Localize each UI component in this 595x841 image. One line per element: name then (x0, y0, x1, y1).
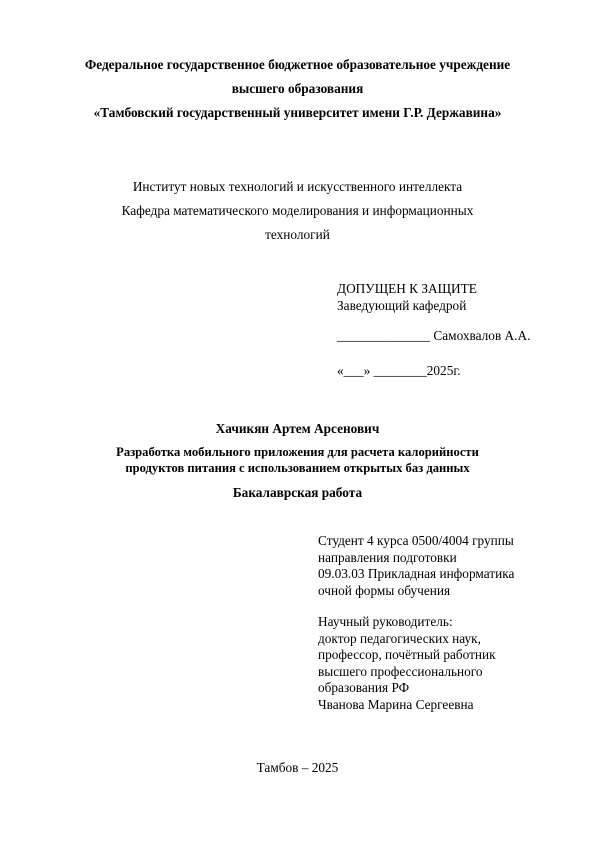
student-info-line: Студент 4 курса 0500/4004 группы (318, 533, 514, 548)
approval-date-line: «___» ________2025г. (337, 363, 461, 378)
student-info (318, 533, 514, 599)
approval-block (337, 281, 477, 314)
header-line-1: Федеральное государственное бюджетное образовательное учреждение (84, 57, 511, 72)
approval-signature-line: ______________ Самохвалов А.А. (337, 328, 531, 343)
supervisor-info (318, 614, 496, 713)
header-line-3: «Тамбовский государственный университет имени Г.Р. Державина» (93, 105, 502, 120)
supervisor-info-line: высшего профессионального (318, 663, 483, 679)
student-info-line: 09.03.03 Прикладная информатика (318, 566, 515, 581)
thesis-title-line-1: Разработка мобильного приложения для расчета калорийности (116, 445, 479, 459)
department-name: Кафедра математического моделирования и информационных (121, 203, 474, 218)
supervisor-info-line: доктор педагогических наук, (318, 630, 481, 646)
footer-city-year: Тамбов – 2025 (256, 760, 339, 775)
supervisor-info-line: образования РФ (318, 680, 410, 695)
author-name: Хачикян Артем Арсенович (215, 421, 380, 436)
approval-title: ДОПУЩЕН К ЗАЩИТЕ (337, 281, 477, 296)
approval-position: Заведующий кафедрой (337, 297, 467, 313)
department-name-cont: технологий (265, 227, 330, 242)
supervisor-name: Чванова Марина Сергеевна (318, 696, 474, 712)
student-info-line: очной формы обучения (318, 582, 451, 598)
supervisor-label: Научный руководитель: (318, 614, 453, 629)
student-info-line: направления подготовки (318, 549, 457, 565)
header-line-2: высшего образования (231, 81, 364, 96)
supervisor-info-line: профессор, почётный работник (318, 647, 496, 662)
institute-name: Институт новых технологий и искусственного интеллекта (132, 179, 463, 194)
thesis-title-line-2: продуктов питания с использованием открытых баз данных (125, 461, 470, 475)
work-type: Бакалаврская работа (232, 485, 363, 500)
